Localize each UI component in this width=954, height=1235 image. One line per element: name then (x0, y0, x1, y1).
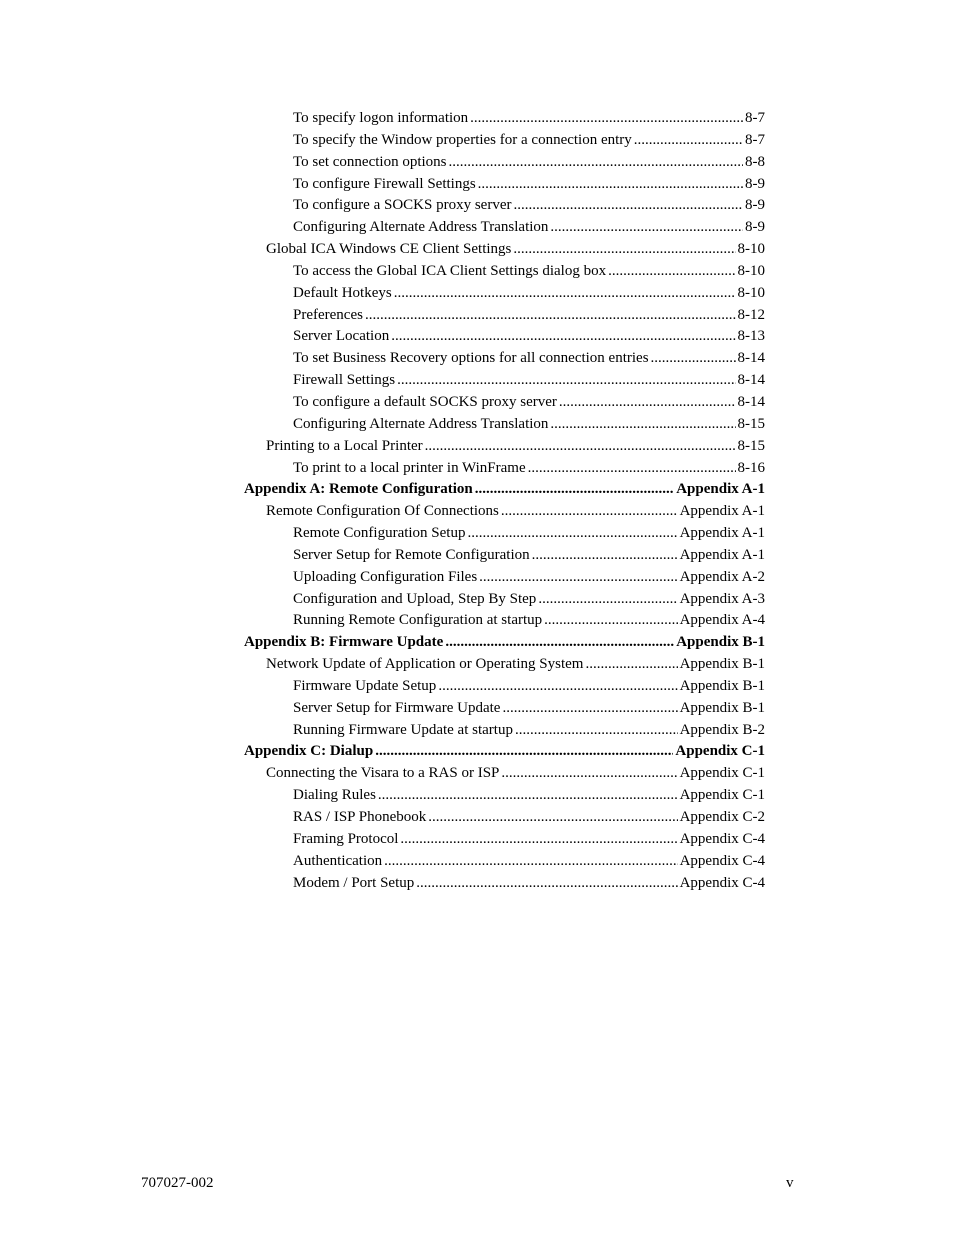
toc-subsection-entry[interactable] (244, 348, 765, 370)
toc-entry-page: Appendix B-1 (679, 677, 765, 694)
toc-entry-title: Authentication (293, 852, 383, 869)
toc-entry-page: 8-8 (745, 153, 765, 170)
toc-entry-title: To set connection options (293, 153, 447, 170)
toc-entry-page: Appendix B-1 (679, 656, 765, 673)
toc-dot-leader (544, 610, 677, 632)
toc-entry-page: 8-12 (737, 306, 765, 323)
toc-dot-leader (634, 130, 743, 152)
toc-entry-page: 8-15 (737, 415, 765, 432)
toc-dot-leader (559, 392, 736, 414)
toc-entry-page: Appendix B-1 (679, 699, 765, 716)
toc-dot-leader (449, 152, 743, 174)
toc-subsection-entry[interactable] (244, 305, 765, 327)
toc-chapter-entry[interactable] (244, 741, 765, 763)
toc-dot-leader (651, 348, 736, 370)
toc-dot-leader (425, 436, 736, 458)
toc-subsection-entry[interactable] (244, 720, 765, 742)
toc-entry-page: Appendix A-4 (679, 612, 765, 629)
toc-subsection-entry[interactable] (244, 567, 765, 589)
toc-dot-leader (513, 239, 735, 261)
toc-dot-leader (470, 108, 743, 130)
toc-entry-title: To print to a local printer in WinFrame (293, 459, 526, 476)
toc-dot-leader (438, 676, 677, 698)
toc-entry-title: Printing to a Local Printer (266, 437, 423, 454)
toc-section-entry[interactable] (244, 501, 765, 523)
toc-subsection-entry[interactable] (244, 807, 765, 829)
toc-entry-page: Appendix B-2 (679, 721, 765, 738)
toc-dot-leader (375, 741, 673, 763)
toc-entry-page: Appendix C-1 (675, 743, 765, 760)
toc-entry-title: Appendix A: Remote Configuration (244, 481, 473, 498)
toc-entry-page: 8-14 (737, 372, 765, 389)
toc-entry-page: 8-14 (737, 393, 765, 410)
toc-dot-leader (550, 414, 735, 436)
toc-dot-leader (384, 851, 677, 873)
toc-subsection-entry[interactable] (244, 261, 765, 283)
toc-dot-leader (391, 326, 735, 348)
toc-entry-title: Modem / Port Setup (293, 874, 415, 891)
toc-subsection-entry[interactable] (244, 414, 765, 436)
toc-entry-title: Appendix B: Firmware Update (244, 634, 444, 651)
toc-entry-page: 8-14 (737, 350, 765, 367)
toc-entry-page: 8-10 (737, 284, 765, 301)
toc-dot-leader (365, 305, 736, 327)
toc-entry-page: 8-16 (737, 459, 765, 476)
toc-dot-leader (478, 174, 743, 196)
toc-entry-page: Appendix C-4 (679, 874, 765, 891)
toc-dot-leader (400, 829, 677, 851)
toc-subsection-entry[interactable] (244, 589, 765, 611)
toc-dot-leader (501, 763, 677, 785)
toc-entry-title: Firewall Settings (293, 372, 396, 389)
toc-entry-page: 8-9 (745, 175, 765, 192)
toc-dot-leader (528, 458, 736, 480)
toc-dot-leader (585, 654, 677, 676)
toc-chapter-entry[interactable] (244, 479, 765, 501)
toc-section-entry[interactable] (244, 763, 765, 785)
toc-entry-page: 8-7 (745, 131, 765, 148)
toc-subsection-entry[interactable] (244, 326, 765, 348)
toc-subsection-entry[interactable] (244, 523, 765, 545)
toc-entry-page: Appendix C-4 (679, 852, 765, 869)
toc-entry-title: Global ICA Windows CE Client Settings (266, 241, 512, 258)
toc-subsection-entry[interactable] (244, 676, 765, 698)
toc-section-entry[interactable] (244, 654, 765, 676)
toc-entry-title: Firmware Update Setup (293, 677, 437, 694)
toc-entry-page: Appendix A-1 (679, 525, 765, 542)
toc-entry-page: Appendix A-2 (679, 568, 765, 585)
toc-entry-page: 8-10 (737, 262, 765, 279)
toc-subsection-entry[interactable] (244, 283, 765, 305)
toc-subsection-entry[interactable] (244, 545, 765, 567)
toc-entry-title: Preferences (293, 306, 363, 323)
toc-entry-title: To set Business Recovery options for all connection entries (293, 350, 649, 367)
toc-dot-leader (514, 195, 744, 217)
toc-entry-title: Running Firmware Update at startup (293, 721, 513, 738)
toc-entry-page: Appendix A-1 (679, 546, 765, 563)
toc-subsection-entry[interactable] (244, 392, 765, 414)
page-number: v (786, 1175, 794, 1191)
toc-entry-title: Configuration and Upload, Step By Step (293, 590, 537, 607)
toc-dot-leader (428, 807, 677, 829)
toc-subsection-entry[interactable] (244, 108, 765, 130)
toc-subsection-entry[interactable] (244, 851, 765, 873)
toc-subsection-entry[interactable] (244, 152, 765, 174)
toc-subsection-entry[interactable] (244, 217, 765, 239)
toc-entry-title: Configuring Alternate Address Translation (293, 415, 549, 432)
toc-dot-leader (501, 501, 678, 523)
toc-entry-title: To specify the Window properties for a connection entry (293, 131, 632, 148)
toc-entry-title: To configure a SOCKS proxy server (293, 197, 512, 214)
toc-entry-title: To configure a default SOCKS proxy server (293, 393, 557, 410)
table-of-contents (244, 108, 765, 894)
toc-entry-page: 8-15 (737, 437, 765, 454)
toc-chapter-entry[interactable] (244, 632, 765, 654)
toc-entry-title: Connecting the Visara to a RAS or ISP (266, 765, 500, 782)
toc-dot-leader (550, 217, 743, 239)
toc-entry-page: 8-10 (737, 241, 765, 258)
toc-dot-leader (538, 589, 677, 611)
toc-entry-title: Remote Configuration Setup (293, 525, 466, 542)
toc-subsection-entry[interactable] (244, 785, 765, 807)
toc-dot-leader (416, 873, 677, 895)
toc-entry-title: Remote Configuration Of Connections (266, 503, 499, 520)
toc-entry-title: RAS / ISP Phonebook (293, 809, 427, 825)
toc-subsection-entry[interactable] (244, 610, 765, 632)
toc-section-entry[interactable] (244, 239, 765, 261)
toc-dot-leader (475, 479, 674, 501)
toc-entry-page: 8-13 (737, 328, 765, 345)
toc-entry-page: Appendix A-3 (679, 590, 765, 607)
toc-subsection-entry[interactable] (244, 130, 765, 152)
toc-entry-title: Default Hotkeys (293, 284, 392, 301)
toc-entry-title: Network Update of Application or Operating System (266, 656, 584, 673)
toc-subsection-entry[interactable] (244, 195, 765, 217)
toc-entry-title: Dialing Rules (293, 787, 376, 804)
toc-section-entry[interactable] (244, 436, 765, 458)
toc-entry-page: Appendix C-1 (679, 787, 765, 804)
toc-entry-title: To access the Global ICA Client Settings dialog box (293, 262, 607, 279)
toc-dot-leader (608, 261, 735, 283)
toc-subsection-entry[interactable] (244, 873, 765, 895)
document-number: 707027-002 (141, 1175, 214, 1191)
toc-entry-page: Appendix C-4 (679, 830, 765, 847)
toc-dot-leader (394, 283, 736, 305)
toc-dot-leader (479, 567, 677, 589)
toc-dot-leader (515, 720, 678, 742)
toc-subsection-entry[interactable] (244, 698, 765, 720)
toc-entry-title: Server Setup for Firmware Update (293, 699, 501, 716)
toc-dot-leader (397, 370, 735, 392)
toc-entry-title: Appendix C: Dialup (244, 743, 374, 760)
toc-entry-page: 8-9 (745, 219, 765, 236)
toc-entry-title: Configuring Alternate Address Translation (293, 219, 549, 236)
toc-entry-page: Appendix A-1 (676, 481, 765, 498)
toc-entry-page: Appendix C-1 (679, 765, 765, 782)
toc-dot-leader (378, 785, 678, 807)
toc-subsection-entry[interactable] (244, 174, 765, 196)
toc-dot-leader (445, 632, 674, 654)
toc-entry-title: To specify logon information (293, 110, 469, 126)
toc-dot-leader (502, 698, 677, 720)
toc-dot-leader (467, 523, 677, 545)
toc-dot-leader (532, 545, 678, 567)
toc-entry-title: Framing Protocol (293, 830, 399, 847)
toc-entry-title: Uploading Configuration Files (293, 568, 478, 585)
toc-subsection-entry[interactable] (244, 458, 765, 480)
toc-subsection-entry[interactable] (244, 370, 765, 392)
toc-entry-title: Server Setup for Remote Configuration (293, 546, 530, 563)
toc-entry-title: To configure Firewall Settings (293, 175, 476, 192)
toc-entry-page: Appendix B-1 (676, 634, 765, 651)
toc-entry-page: 8-9 (745, 197, 765, 214)
toc-entry-page: 8-7 (745, 110, 765, 126)
toc-entry-page: Appendix A-1 (679, 503, 765, 520)
toc-entry-title: Server Location (293, 328, 390, 345)
toc-subsection-entry[interactable] (244, 829, 765, 851)
toc-entry-page: Appendix C-2 (679, 809, 765, 825)
toc-entry-title: Running Remote Configuration at startup (293, 612, 543, 629)
